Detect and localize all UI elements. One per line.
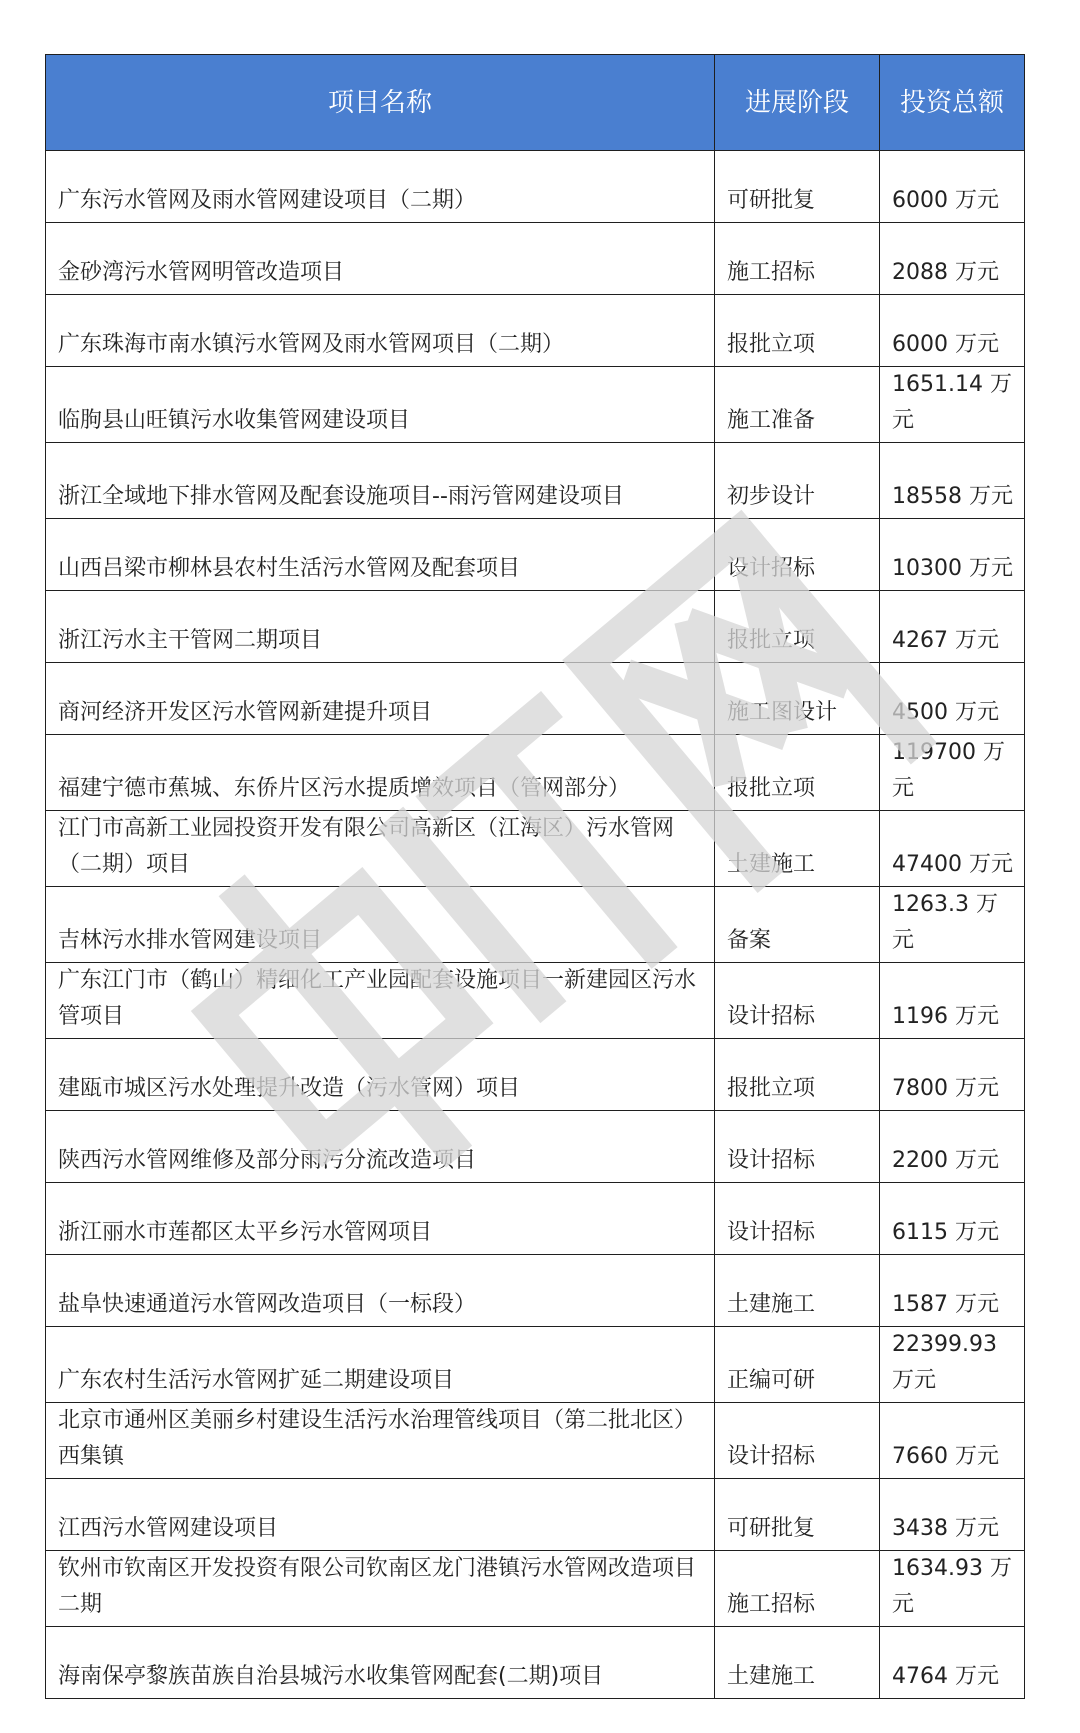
progress-stage-cell: 正编可研: [715, 1327, 880, 1403]
progress-stage-cell: 设计招标: [715, 1403, 880, 1479]
table-row: [46, 811, 1025, 887]
table-row: [46, 1403, 1025, 1479]
investment-amount-cell: 119700 万元: [880, 735, 1025, 811]
table-row: [46, 1039, 1025, 1111]
investment-amount-cell: 2200 万元: [880, 1111, 1025, 1183]
table-row: [46, 1327, 1025, 1403]
table-row: [46, 735, 1025, 811]
investment-amount-cell: 7660 万元: [880, 1403, 1025, 1479]
table-row: [46, 295, 1025, 367]
table-row: [46, 663, 1025, 735]
investment-amount-cell: 1587 万元: [880, 1255, 1025, 1327]
progress-stage-cell: 可研批复: [715, 151, 880, 223]
investment-amount-cell: 4500 万元: [880, 663, 1025, 735]
progress-stage-cell: 备案: [715, 887, 880, 963]
project-name-cell: 广东农村生活污水管网扩延二期建设项目: [46, 1327, 715, 1403]
progress-stage-cell: 施工招标: [715, 223, 880, 295]
investment-amount-cell: 10300 万元: [880, 519, 1025, 591]
table-row: [46, 1551, 1025, 1627]
project-name-cell: 浙江全域地下排水管网及配套设施项目--雨污管网建设项目: [46, 443, 715, 519]
table-row: [46, 1255, 1025, 1327]
project-name-cell: 福建宁德市蕉城、东侨片区污水提质增效项目（管网部分）: [46, 735, 715, 811]
project-name-cell: 钦州市钦南区开发投资有限公司钦南区龙门港镇污水管网改造项目二期: [46, 1551, 715, 1627]
progress-stage-cell: 报批立项: [715, 295, 880, 367]
header-row: [46, 55, 1025, 151]
table-row: [46, 443, 1025, 519]
project-name-cell: 临朐县山旺镇污水收集管网建设项目: [46, 367, 715, 443]
table-row: [46, 963, 1025, 1039]
investment-amount-cell: 1634.93 万元: [880, 1551, 1025, 1627]
header-investment-total: 投资总额: [880, 55, 1025, 151]
investment-amount-cell: 1651.14 万元: [880, 367, 1025, 443]
investment-amount-cell: 4267 万元: [880, 591, 1025, 663]
project-name-cell: 商河经济开发区污水管网新建提升项目: [46, 663, 715, 735]
progress-stage-cell: 设计招标: [715, 519, 880, 591]
table-row: [46, 1111, 1025, 1183]
header-progress-stage: 进展阶段: [715, 55, 880, 151]
progress-stage-cell: 设计招标: [715, 963, 880, 1039]
project-name-cell: 浙江污水主干管网二期项目: [46, 591, 715, 663]
progress-stage-cell: 报批立项: [715, 735, 880, 811]
project-name-cell: 广东珠海市南水镇污水管网及雨水管网项目（二期）: [46, 295, 715, 367]
table-row: [46, 519, 1025, 591]
progress-stage-cell: 施工图设计: [715, 663, 880, 735]
investment-amount-cell: 1196 万元: [880, 963, 1025, 1039]
investment-amount-cell: 2088 万元: [880, 223, 1025, 295]
investment-amount-cell: 4764 万元: [880, 1627, 1025, 1699]
progress-stage-cell: 设计招标: [715, 1111, 880, 1183]
table-row: [46, 223, 1025, 295]
project-name-cell: 吉林污水排水管网建设项目: [46, 887, 715, 963]
investment-amount-cell: 3438 万元: [880, 1479, 1025, 1551]
progress-stage-cell: 初步设计: [715, 443, 880, 519]
project-name-cell: 盐阜快速通道污水管网改造项目（一标段）: [46, 1255, 715, 1327]
progress-stage-cell: 施工招标: [715, 1551, 880, 1627]
progress-stage-cell: 设计招标: [715, 1183, 880, 1255]
project-name-cell: 山西吕梁市柳林县农村生活污水管网及配套项目: [46, 519, 715, 591]
header-project-name: 项目名称: [46, 55, 715, 151]
table-row: [46, 1183, 1025, 1255]
progress-stage-cell: 报批立项: [715, 1039, 880, 1111]
table-row: [46, 1627, 1025, 1699]
table-row: [46, 151, 1025, 223]
project-table: [45, 54, 1025, 1699]
project-name-cell: 北京市通州区美丽乡村建设生活污水治理管线项目（第二批北区）西集镇: [46, 1403, 715, 1479]
table-row: [46, 887, 1025, 963]
project-name-cell: 江西污水管网建设项目: [46, 1479, 715, 1551]
progress-stage-cell: 土建施工: [715, 1627, 880, 1699]
project-name-cell: 广东江门市（鹤山）精细化工产业园配套设施项目一新建园区污水管项目: [46, 963, 715, 1039]
investment-amount-cell: 1263.3 万元: [880, 887, 1025, 963]
investment-amount-cell: 6000 万元: [880, 295, 1025, 367]
progress-stage-cell: 土建施工: [715, 1255, 880, 1327]
table-row: [46, 367, 1025, 443]
investment-amount-cell: 6000 万元: [880, 151, 1025, 223]
table-header: [46, 55, 1025, 151]
investment-amount-cell: 6115 万元: [880, 1183, 1025, 1255]
table-body: [46, 151, 1025, 1699]
progress-stage-cell: 施工准备: [715, 367, 880, 443]
project-name-cell: 海南保亭黎族苗族自治县城污水收集管网配套(二期)项目: [46, 1627, 715, 1699]
table-row: [46, 591, 1025, 663]
investment-amount-cell: 7800 万元: [880, 1039, 1025, 1111]
project-name-cell: 金砂湾污水管网明管改造项目: [46, 223, 715, 295]
project-name-cell: 建瓯市城区污水处理提升改造（污水管网）项目: [46, 1039, 715, 1111]
project-name-cell: 陕西污水管网维修及部分雨污分流改造项目: [46, 1111, 715, 1183]
progress-stage-cell: 可研批复: [715, 1479, 880, 1551]
investment-amount-cell: 22399.93 万元: [880, 1327, 1025, 1403]
project-name-cell: 浙江丽水市莲都区太平乡污水管网项目: [46, 1183, 715, 1255]
table-row: [46, 1479, 1025, 1551]
investment-amount-cell: 18558 万元: [880, 443, 1025, 519]
investment-amount-cell: 47400 万元: [880, 811, 1025, 887]
progress-stage-cell: 报批立项: [715, 591, 880, 663]
project-name-cell: 江门市高新工业园投资开发有限公司高新区（江海区）污水管网（二期）项目: [46, 811, 715, 887]
progress-stage-cell: 土建施工: [715, 811, 880, 887]
project-name-cell: 广东污水管网及雨水管网建设项目（二期）: [46, 151, 715, 223]
project-table-container: [45, 54, 1024, 1699]
